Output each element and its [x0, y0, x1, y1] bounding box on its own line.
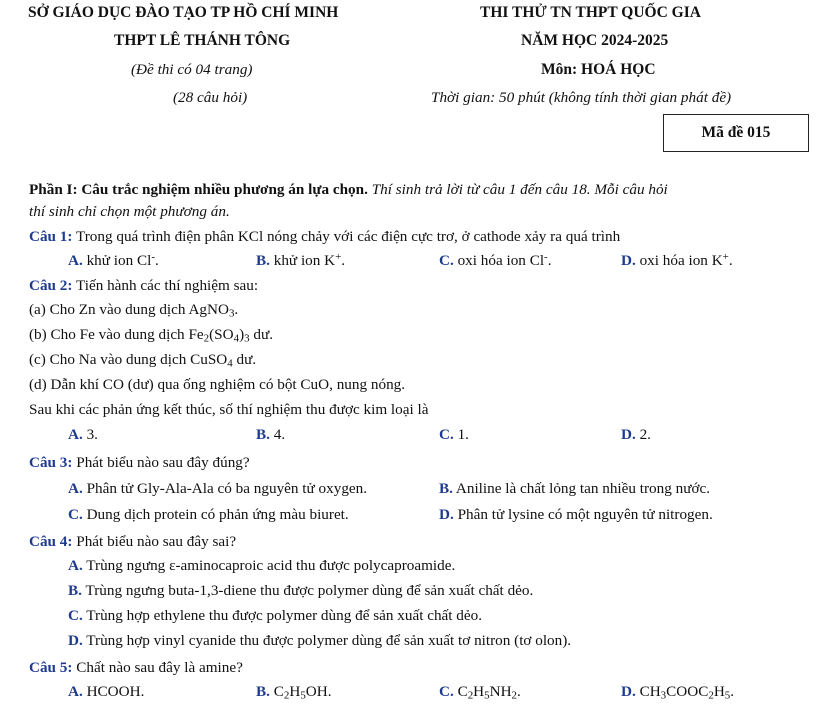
subscript: 3 — [660, 689, 667, 702]
question-2-prompt: Sau khi các phản ứng kết thúc, số thí nghiệm thu được kim loại là — [29, 401, 429, 418]
option-letter: D. — [439, 506, 454, 523]
section-title: Phần I: Câu trắc nghiệm nhiều phương án lựa chọn. — [29, 181, 368, 198]
option-text: Trùng hợp ethylene thu được polymer dùng để sản xuất chất dẻo. — [82, 607, 483, 624]
question-label: Câu 1: — [29, 228, 73, 245]
text: OH. — [305, 683, 332, 700]
option-letter: B. — [256, 252, 270, 269]
option-letter: D. — [621, 683, 636, 700]
experiment-b — [29, 326, 273, 344]
subject: Môn: HOÁ HỌC — [541, 61, 656, 78]
option-letter: C. — [439, 252, 454, 269]
subscript: 2 — [203, 332, 210, 345]
question-label: Câu 5: — [29, 659, 73, 676]
q4-option-c[interactable] — [68, 607, 482, 625]
question-label: Câu 4: — [29, 533, 73, 550]
subscript: 2 — [708, 689, 714, 702]
q4-option-d[interactable] — [68, 632, 571, 650]
option-text: Aniline là chất lỏng tan nhiều trong nước. — [452, 480, 711, 497]
question-count: (28 câu hỏi) — [173, 89, 248, 106]
q2-option-b[interactable] — [256, 426, 285, 444]
question-text: Phát biểu nào sau đây sai? — [72, 533, 237, 550]
section-instruction-2: thí sinh chỉ chọn một phương án. — [29, 203, 230, 220]
q1-option-d[interactable] — [621, 252, 733, 270]
text: dư. — [232, 351, 257, 368]
question-4 — [29, 533, 236, 551]
question-label: Câu 3: — [29, 454, 73, 471]
q5-option-c[interactable] — [439, 683, 521, 701]
subscript: 5 — [300, 689, 306, 702]
experiment-d: (d) Dẫn khí CO (dư) qua ống nghiệm có bột CuO, nung nóng. — [29, 376, 406, 393]
option-letter: B. — [68, 582, 82, 599]
option-text: 3. — [82, 426, 98, 443]
q2-option-a[interactable] — [68, 426, 98, 444]
text: H — [713, 683, 725, 700]
q1-option-b[interactable] — [256, 252, 345, 270]
option-end: . — [155, 252, 159, 269]
option-letter: B. — [439, 480, 453, 497]
text: (c) Cho Na vào dung dịch CuSO — [29, 351, 228, 368]
question-text: Phát biểu nào sau đây đúng? — [72, 454, 250, 471]
option-letter: A. — [68, 557, 83, 574]
text: H — [289, 683, 301, 700]
q4-option-a[interactable] — [68, 557, 455, 575]
q3-option-c[interactable] — [68, 506, 349, 524]
q5-option-b[interactable] — [256, 683, 332, 701]
option-text: Phân tử lysine có một nguyên tử nitrogen. — [453, 506, 713, 523]
superscript: - — [544, 251, 548, 264]
question-5 — [29, 659, 243, 677]
text: C — [453, 683, 468, 700]
option-text: oxi hóa ion K — [635, 252, 723, 269]
text: . — [234, 301, 239, 318]
exam-title: THI THỬ TN THPT QUỐC GIA — [480, 4, 701, 21]
page-count: (Đề thi có 04 trang) — [131, 61, 253, 78]
text: . — [730, 683, 735, 700]
school-year: NĂM HỌC 2024-2025 — [521, 32, 669, 49]
option-text: Phân tử Gly-Ala-Ala có ba nguyên tử oxygen. — [82, 480, 368, 497]
question-3 — [29, 454, 250, 472]
question-2 — [29, 277, 258, 295]
text: (b) Cho Fe vào dung dịch Fe — [29, 326, 204, 343]
text: ) — [239, 326, 245, 343]
experiment-a — [29, 301, 238, 319]
option-letter: C. — [439, 683, 454, 700]
option-text: Dung dịch protein có phản ứng màu biuret. — [82, 506, 349, 523]
option-letter: B. — [256, 683, 270, 700]
subscript: 5 — [484, 689, 490, 702]
q2-option-c[interactable] — [439, 426, 469, 444]
option-end: . — [728, 252, 733, 269]
option-text: Trùng ngưng ε-aminocaproic acid thu được polycaproamide. — [82, 557, 456, 574]
option-text: khử ion Cl — [82, 252, 152, 269]
superscript: + — [722, 251, 729, 264]
question-text: Tiến hành các thí nghiệm sau: — [72, 277, 259, 294]
option-text: Trùng hợp vinyl cyanide thu được polymer dùng để sản xuất tơ nitron (tơ olon). — [82, 632, 572, 649]
subscript: 3 — [228, 307, 235, 320]
option-letter: B. — [256, 426, 270, 443]
time-limit: Thời gian: 50 phút (không tính thời gian phát đề) — [431, 89, 732, 106]
subscript: 5 — [724, 689, 731, 702]
text: C — [269, 683, 284, 700]
option-letter: A. — [68, 480, 83, 497]
text: (a) Cho Zn vào dung dịch AgNO — [29, 301, 229, 318]
q4-option-b[interactable] — [68, 582, 533, 600]
question-label: Câu 2: — [29, 277, 73, 294]
subscript: 2 — [511, 689, 518, 702]
option-end: . — [547, 252, 552, 269]
section-instruction: Thí sinh trả lời từ câu 1 đến câu 18. Mỗi câu hỏi — [367, 181, 668, 198]
q3-option-a[interactable] — [68, 480, 367, 498]
text: (SO — [209, 326, 234, 343]
q1-option-a[interactable] — [68, 252, 159, 270]
experiment-c — [29, 351, 256, 369]
q3-option-d[interactable] — [439, 506, 713, 524]
q2-option-d[interactable] — [621, 426, 651, 444]
subscript: 4 — [233, 332, 240, 345]
superscript: + — [335, 251, 342, 264]
option-text: 2. — [635, 426, 651, 443]
q3-option-b[interactable] — [439, 480, 710, 498]
option-letter: C. — [68, 506, 83, 523]
question-text: Trong quá trình điện phân KCl nóng chảy với các điện cực trơ, ở cathode xảy ra quá trình — [72, 228, 621, 245]
option-text: 4. — [269, 426, 286, 443]
option-text: 1. — [453, 426, 469, 443]
option-text: oxi hóa ion Cl — [453, 252, 545, 269]
text: COOC — [666, 683, 709, 700]
superscript: - — [151, 251, 155, 264]
option-letter: D. — [621, 426, 636, 443]
option-text: khử ion K — [269, 252, 336, 269]
question-1 — [29, 228, 620, 246]
dept-name: SỞ GIÁO DỤC ĐÀO TẠO TP HỒ CHÍ MINH — [28, 4, 339, 21]
option-letter: A. — [68, 252, 83, 269]
text: H — [473, 683, 485, 700]
subscript: 2 — [467, 689, 474, 702]
option-letter: C. — [439, 426, 454, 443]
section-title-line — [29, 181, 668, 199]
text: NH — [489, 683, 512, 700]
option-letter: C. — [68, 607, 83, 624]
subscript: 4 — [227, 357, 233, 370]
text: . — [517, 683, 521, 700]
exam-code: Mã đề 015 — [701, 124, 771, 141]
q5-option-d[interactable] — [621, 683, 734, 701]
text: CH — [635, 683, 661, 700]
school-name: THPT LÊ THÁNH TÔNG — [114, 32, 291, 49]
option-text: HCOOH. — [82, 683, 145, 700]
option-letter: D. — [621, 252, 636, 269]
q5-option-a[interactable] — [68, 683, 144, 701]
q1-option-c[interactable] — [439, 252, 552, 270]
option-end: . — [341, 252, 346, 269]
option-letter: A. — [68, 683, 83, 700]
option-letter: D. — [68, 632, 83, 649]
exam-code-box — [663, 114, 809, 152]
text: dư. — [249, 326, 274, 343]
option-text: Trùng ngưng buta-1,3-diene thu được polymer dùng để sản xuất chất dẻo. — [81, 582, 534, 599]
option-letter: A. — [68, 426, 83, 443]
subscript: 3 — [244, 332, 250, 345]
question-text: Chất nào sau đây là amine? — [72, 659, 243, 676]
subscript: 2 — [283, 689, 290, 702]
